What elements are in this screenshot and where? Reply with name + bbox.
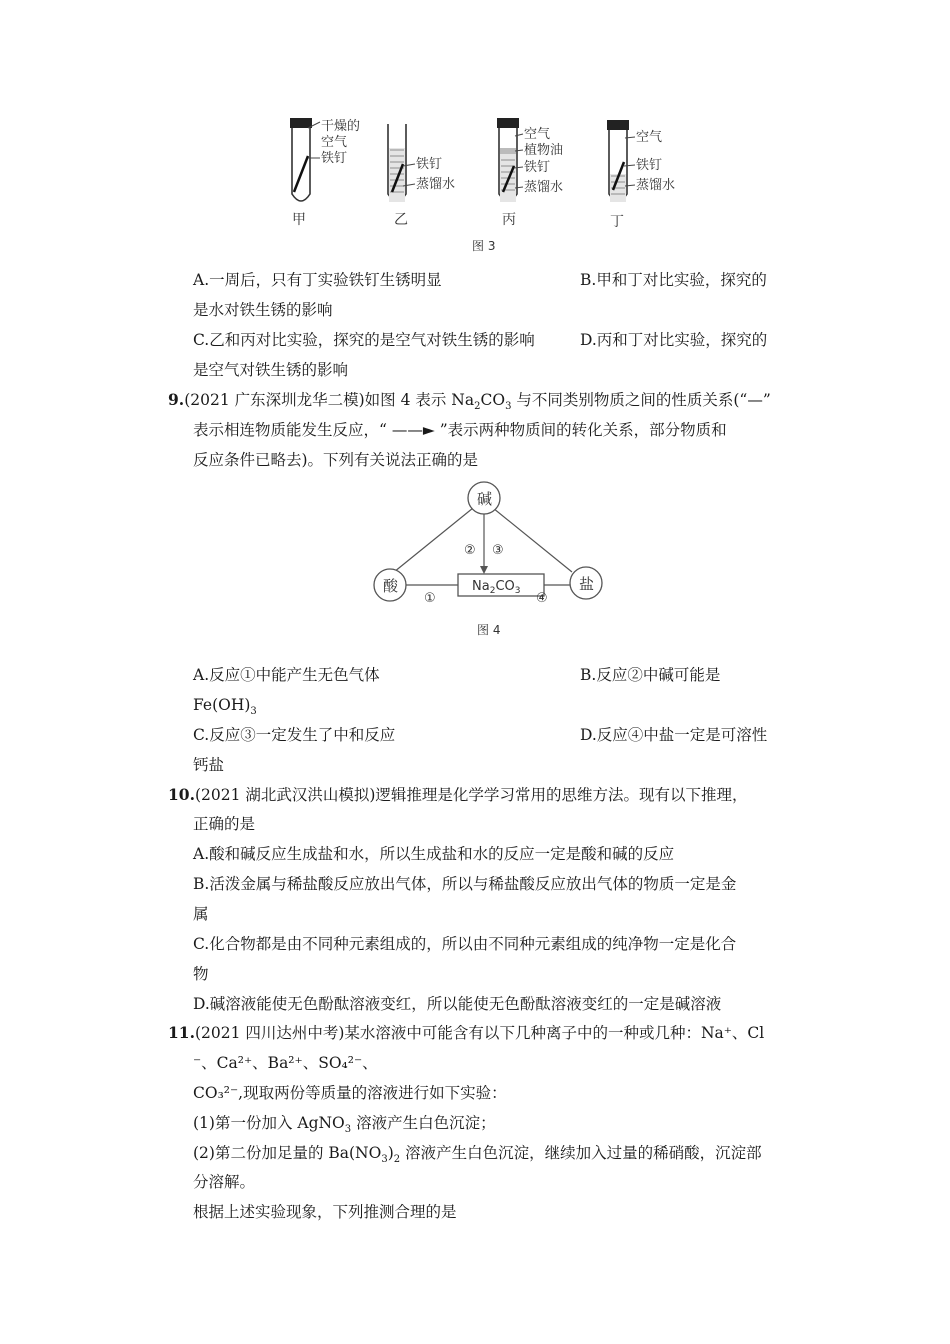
arrow-head-icon [480,566,488,574]
subscript: 2 [393,1154,401,1166]
tube-ding [607,120,675,230]
q8-option-b-cont: 是水对铁生锈的影响 [193,301,333,319]
figure-4-reaction-diagram [360,478,620,648]
reaction-label: ① [424,591,436,606]
figure-3-test-tubes [270,112,700,262]
q10-option-c-cont: 物 [193,965,209,983]
q9-text: CO [480,391,506,409]
q11-text: 溶液产生白色沉淀，继续加入过量的稀硝酸，沉淀部 [400,1144,762,1162]
tube-label: 蒸馏水 [524,180,564,195]
subscript: 3 [250,706,257,718]
question-number: 9. [168,390,185,409]
tube-label: 铁钉 [636,158,663,173]
subscript: 2 [474,401,481,413]
node-label: 碱 [477,490,493,508]
q10-option-c: C.化合物都是由不同种元素组成的，所以由不同种元素组成的纯净物一定是化合 [193,935,737,953]
subscript: 3 [505,401,512,413]
node-label: 酸 [383,577,399,595]
q9-option-d: D.反应④中盐一定是可溶性 [580,726,768,744]
q8-option-d: D.丙和丁对比实验，探究的 [580,331,768,349]
q10-stem-line1 [168,784,747,806]
tube-label: 蒸馏水 [416,177,456,192]
q8-option-a: A.一周后，只有丁实验铁钉生锈明显 [193,271,442,289]
tube-name: 甲 [292,212,306,228]
q10-option-b-cont: 属 [193,905,209,923]
tube-label: 空气 [524,127,551,142]
tube-label: 空气 [636,130,663,145]
q9-option-c: C.反应③一定发生了中和反应 [193,726,396,744]
q10-option-b: B.活泼金属与稀盐酸反应放出气体，所以与稀盐酸反应放出气体的物质一定是金 [193,875,737,893]
q11-step-1 [193,1112,496,1134]
tube-label: 植物油 [524,143,564,158]
q9-stem-line2: 表示相连物质能发生反应，“ ——► ”表示两种物质间的转化关系，部分物质和 [193,421,727,439]
tube-label: 铁钉 [524,160,551,175]
question-number: 11. [168,1023,195,1042]
q8-option-c: C.乙和丙对比实验，探究的是空气对铁生锈的影响 [193,331,535,349]
reaction-label: ② [464,543,476,558]
q10-stem-line2: 正确的是 [193,815,256,833]
q11-text: 溶液产生白色沉淀； [351,1114,496,1132]
q11-text: (2)第二份加足量的 Ba(NO [193,1144,382,1162]
q11-stem-line3: CO₃²⁻,现取两份等质量的溶液进行如下实验： [193,1084,507,1102]
q11-prompt: 根据上述实验现象，下列推测合理的是 [193,1203,457,1221]
nail-icon [294,156,308,192]
tube-label: 铁钉 [416,157,443,172]
q8-option-b: B.甲和丁对比实验，探究的 [580,271,767,289]
q10-text: (2021 湖北武汉洪山模拟)逻辑推理是化学学习常用的思维方法。现有以下推理， [194,786,748,804]
tube-label: 空气 [321,135,348,150]
q9-option-b: B.反应②中碱可能是 [580,666,721,684]
q11-stem-line1 [168,1022,764,1044]
tube-bing [497,118,563,228]
q9-text: Fe(OH) [193,696,251,714]
reaction-label: ③ [492,543,504,558]
question-number: 10. [168,785,195,804]
reaction-label: ④ [536,591,548,606]
tube-name: 丙 [502,212,516,228]
q10-option-d: D.碱溶液能使无色酚酞溶液变红，所以能使无色酚酞溶液变红的一定是碱溶液 [193,995,722,1013]
q9-text: (2021 广东深圳龙华二模)如图 4 表示 Na [184,391,475,409]
q8-option-d-cont: 是空气对铁生锈的影响 [193,361,349,379]
tube-label: 蒸馏水 [636,178,676,193]
tube-name: 乙 [394,212,408,228]
q9-stem-line1 [168,389,771,411]
figure-caption: 图 3 [472,239,496,253]
tube-yi [388,124,455,228]
q9-stem-line3: 反应条件已略去)。下列有关说法正确的是 [193,451,479,469]
q9-option-b-cont [193,694,257,716]
subscript: 3 [344,1124,352,1136]
tube-label: 铁钉 [321,151,348,166]
tube-jia [290,118,360,228]
tube-name: 丁 [610,214,624,230]
tube-label: 干燥的 [321,119,361,134]
q11-text: (1)第一份加入 AgNO [193,1114,345,1132]
q11-step-2-cont: 分溶解。 [193,1173,256,1191]
q11-step-2 [193,1142,762,1164]
figure-caption: 图 4 [477,623,501,637]
q9-text: 与不同类别物质之间的性质关系(“—” [511,391,771,409]
q11-stem-line2: ⁻、Ca²⁺、Ba²⁺、SO₄²⁻、 [193,1054,378,1072]
q9-option-a: A.反应①中能产生无色气体 [193,666,380,684]
q11-text: (2021 四川达州中考)某水溶液中可能含有以下几种离子中的一种或几种：Na⁺、Cl [194,1024,765,1042]
center-formula: $Na_2CO_3$ [472,579,521,596]
q9-option-d-cont: 钙盐 [193,756,225,774]
subscript: 3 [381,1154,388,1166]
q11-text: ) [387,1144,394,1162]
q10-option-a: A.酸和碱反应生成盐和水，所以生成盐和水的反应一定是酸和碱的反应 [193,845,675,863]
node-label: 盐 [579,575,595,593]
